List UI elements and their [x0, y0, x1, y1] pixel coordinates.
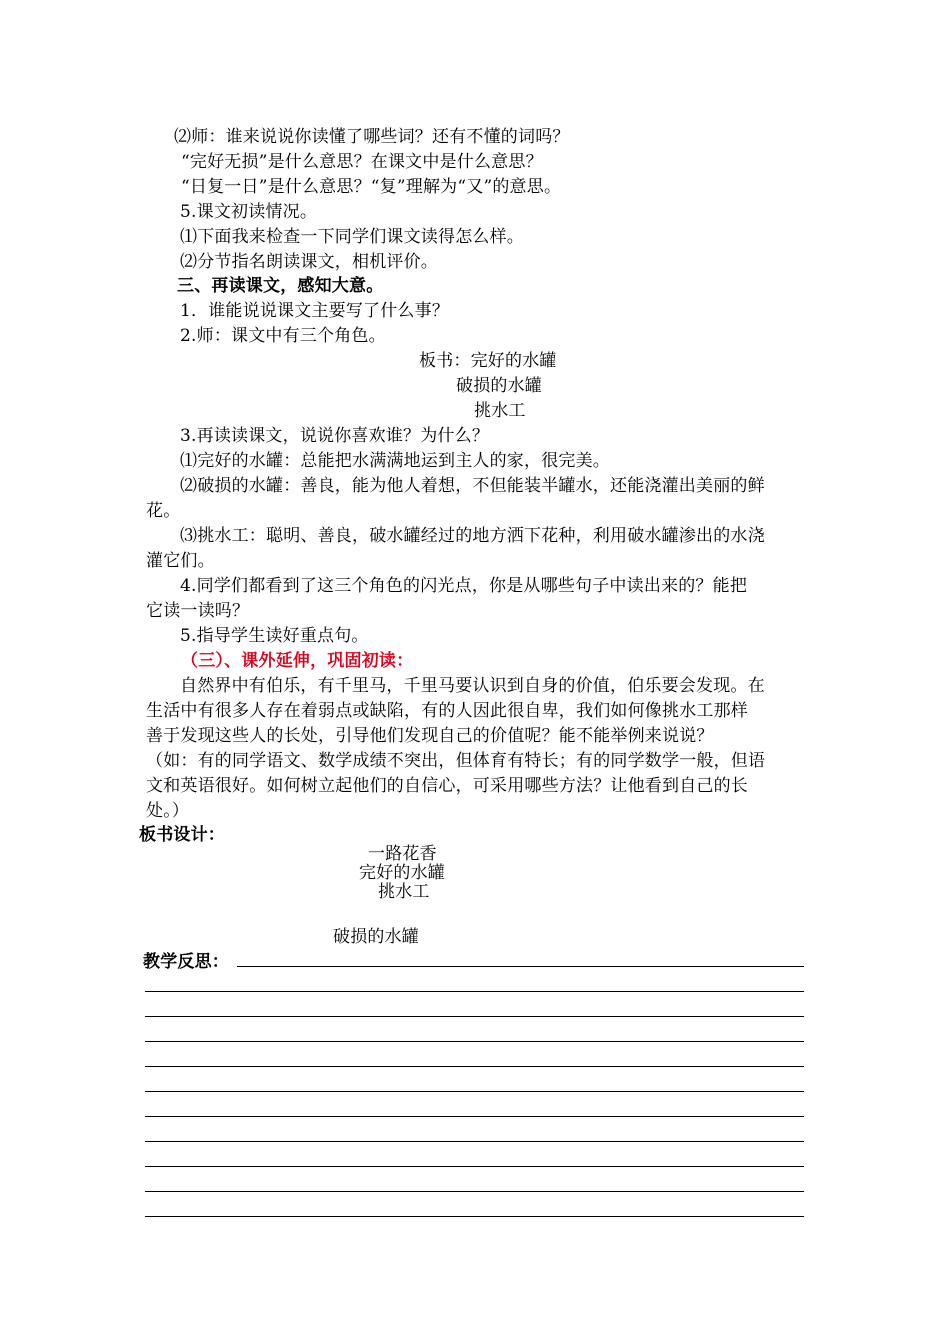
text-line: 处。） [146, 801, 190, 821]
section-heading: 三、再读课文，感知大意。 [177, 276, 384, 296]
text-line: “完好无损”是什么意思？在课文中是什么意思？ [181, 152, 543, 172]
writing-line [145, 1091, 804, 1092]
text-line: “日复一日”是什么意思？“复”理解为“又”的意思。 [181, 177, 562, 197]
text-line: 生活中有很多人存在着弱点或缺陷，有的人因此很自卑，我们如何像挑水工那样 [146, 701, 748, 721]
writing-line [145, 1141, 804, 1142]
writing-line [145, 1016, 804, 1017]
text-line: 善于发现这些人的长处，引导他们发现自己的价值呢？能不能举例来说说？ [146, 726, 714, 746]
board-item: 挑水工 [378, 882, 430, 902]
text-line: 文和英语很好。如何树立起他们的自信心，可采用哪些方法？让他看到自己的长 [146, 776, 748, 796]
writing-line [145, 1216, 804, 1217]
board-title: 一路花香 [368, 844, 437, 864]
writing-line [145, 1041, 804, 1042]
text-line: 它读一读吗？ [146, 601, 250, 621]
text-line: 5.指导学生读好重点句。 [180, 626, 369, 646]
board-item: 破损的水罐 [333, 927, 419, 947]
writing-line [145, 991, 804, 992]
writing-line [237, 966, 804, 967]
text-line: ⑴下面我来检查一下同学们课文读得怎么样。 [180, 227, 524, 247]
text-line: 4.同学们都看到了这三个角色的闪光点，你是从哪些句子中读出来的？能把 [180, 576, 748, 596]
text-line: 挑水工 [474, 401, 526, 421]
text-line: ⑵师：谁来说说你读懂了哪些词？还有不懂的词吗？ [174, 127, 570, 147]
text-line: 板书：完好的水罐 [419, 351, 557, 371]
board-item: 完好的水罐 [359, 863, 445, 883]
text-line: 3.再读读课文，说说你喜欢谁？为什么？ [180, 426, 490, 446]
text-line: 破损的水罐 [456, 376, 542, 396]
text-line: 2.师：课文中有三个角色。 [180, 326, 386, 346]
text-line: 花。 [146, 501, 181, 521]
writing-line [145, 1116, 804, 1117]
text-line: 1．谁能说说课文主要写了什么事？ [180, 301, 450, 321]
writing-line [145, 1191, 804, 1192]
writing-line [145, 1166, 804, 1167]
board-design-heading: 板书设计： [139, 825, 225, 845]
text-line: （如：有的同学语文、数学成绩不突出，但体育有特长；有的同学数学一般，但语 [146, 751, 766, 771]
text-line: ⑴完好的水罐：总能把水满满地运到主人的家，很完美。 [180, 451, 610, 471]
reflection-label: 教学反思： [143, 952, 229, 972]
text-line: 5.课文初读情况。 [180, 202, 318, 222]
text-line: ⑶挑水工：聪明、善良，破水罐经过的地方洒下花种，利用破水罐渗出的水浇 [180, 526, 765, 546]
text-line: 自然界中有伯乐，有千里马，千里马要认识到自身的价值，伯乐要会发现。在 [180, 676, 765, 696]
text-line: ⑵分节指名朗读课文，相机评价。 [180, 252, 438, 272]
text-line: ⑵破损的水罐：善良，能为他人着想，不但能装半罐水，还能浇灌出美丽的鲜 [180, 476, 765, 496]
writing-line [145, 1066, 804, 1067]
text-line: 灌它们。 [146, 551, 215, 571]
section-heading-red: （三）、课外延伸，巩固初读： [181, 651, 414, 671]
